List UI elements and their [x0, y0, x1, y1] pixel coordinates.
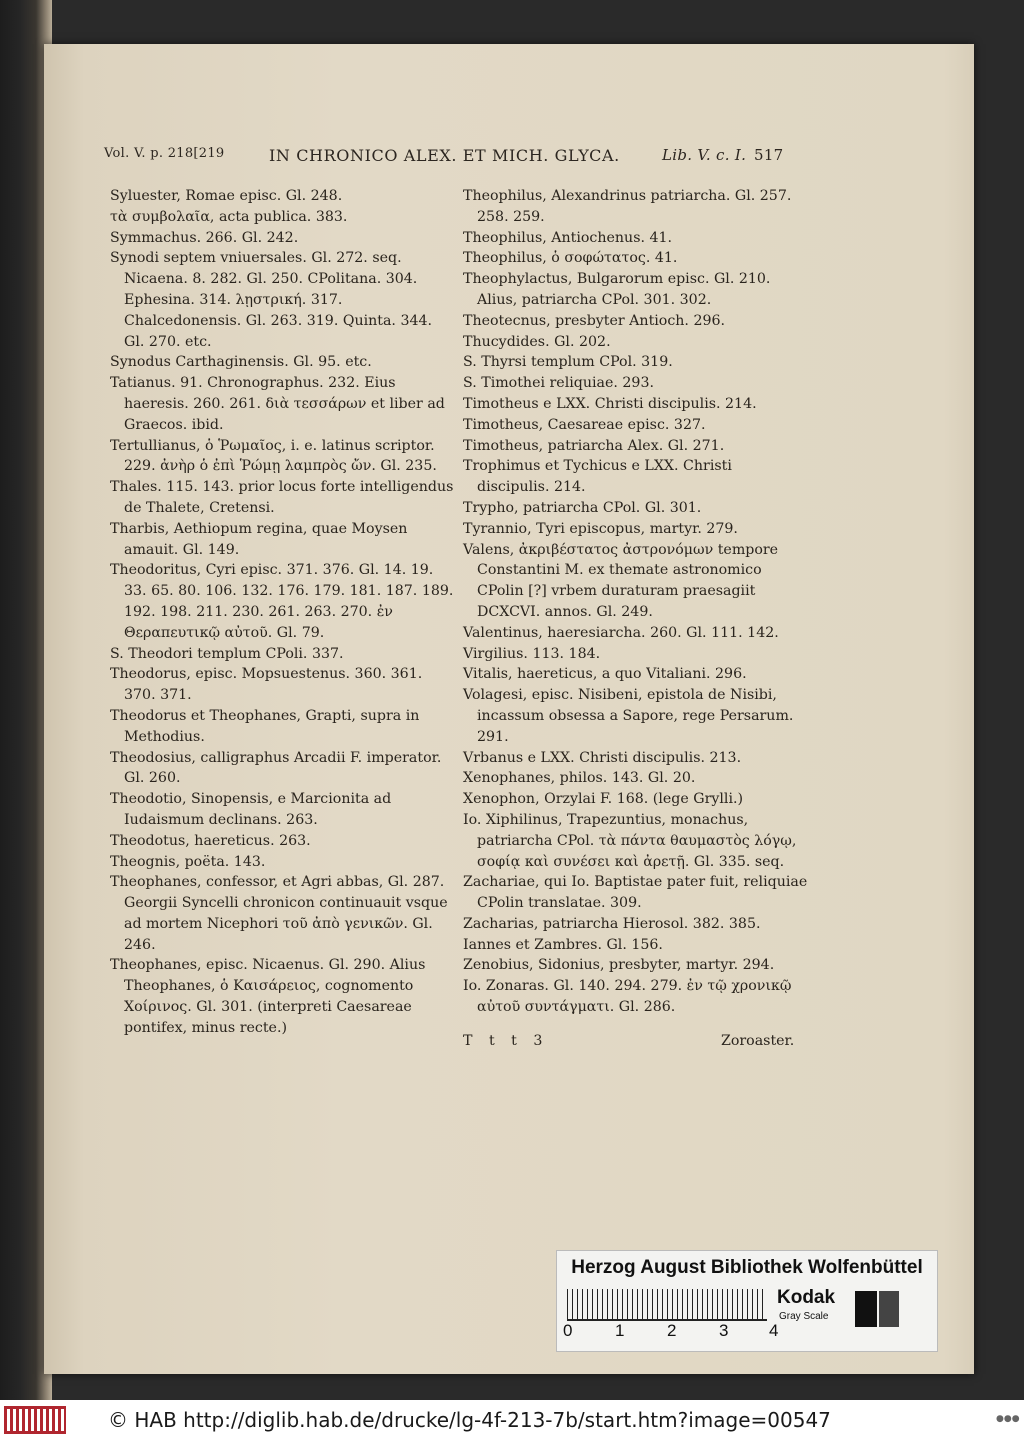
- index-entry: Synodi septem vniuersales. Gl. 272. seq. Nicaena. 8. 282. Gl. 250. CPolitana. 304. Ephesina. 314. λῃστρική. 317. Chalcedonensis. Gl. 263. 319. Quinta. 344. Gl. 270. etc.: [110, 250, 433, 350]
- index-entry: Xenophanes, philos. 143. Gl. 20.: [463, 770, 696, 787]
- footer-bar: [0, 1400, 1024, 1440]
- library-label: Herzog August Bibliothek Wolfenbüttel: [571, 1257, 923, 1278]
- scale-number: 3: [719, 1321, 729, 1340]
- index-entry: Timotheus, patriarcha Alex. Gl. 271.: [463, 437, 725, 454]
- signature-mark: T t t 3: [463, 1033, 549, 1049]
- index-entry: Tertullianus, ὁ Ῥωμαῖος, i. e. latinus scriptor. 229. ἀνὴρ ὁ ἐπὶ Ῥώμῃ λαμπρὸς ὤν. Gl. 235.: [110, 437, 437, 475]
- index-entry: Theophylactus, Bulgarorum episc. Gl. 210. Alius, patriarcha CPol. 301. 302.: [463, 271, 771, 308]
- gray-scale-label: Gray Scale: [779, 1311, 829, 1322]
- index-entry: Theophanes, episc. Nicaenus. Gl. 290. Alius Theophanes, ὁ Καισάρειος, cognomento Χοίρινος. Gl. 301. (interpreti Caesareae pontifex, minus recte.): [110, 957, 426, 1036]
- index-entry: Theodorus, episc. Mopsuestenus. 360. 361. 370. 371.: [110, 666, 423, 704]
- gray-swatch-black: [855, 1291, 877, 1327]
- index-entry: Theotecnus, presbyter Antioch. 296.: [463, 312, 726, 329]
- index-entry: Theognis, poëta. 143.: [110, 853, 266, 870]
- scale-number: 1: [615, 1321, 625, 1340]
- index-entry: Vitalis, haereticus, a quo Vitaliani. 296.: [463, 666, 747, 683]
- index-entry: Theodorus et Theophanes, Grapti, supra in Methodius.: [110, 707, 420, 745]
- index-entry: Timotheus e LXX. Christi discipulis. 214.: [463, 395, 757, 412]
- index-entry: Zacharias, patriarcha Hierosol. 382. 385.: [463, 915, 761, 932]
- index-entry: Tyrannio, Tyri episcopus, martyr. 279.: [463, 520, 738, 537]
- catchword: Zoroaster.: [721, 1033, 795, 1049]
- index-entry: Theodoritus, Cyri episc. 371. 376. Gl. 14. 19. 33. 65. 80. 106. 132. 176. 179. 181. 187. 189. 192. 198. 211. 230. 261. 263. 270. ἐν Θεραπευτικῷ αὐτοῦ. Gl. 79.: [110, 562, 454, 641]
- index-entry: Trypho, patriarcha CPol. Gl. 301.: [463, 499, 702, 516]
- index-entry: Iannes et Zambres. Gl. 156.: [463, 936, 663, 953]
- index-entry: Thucydides. Gl. 202.: [463, 333, 611, 350]
- scale-number: 2: [667, 1321, 677, 1340]
- index-entry: S. Theodori templum CPoli. 337.: [110, 645, 344, 662]
- index-entry: Xenophon, Orzylai F. 168. (lege Grylli.): [463, 791, 744, 808]
- index-entry: Vrbanus e LXX. Christi discipulis. 213.: [463, 749, 742, 766]
- header-book-ref: Lib. V. c. I.: [662, 146, 747, 164]
- index-entry: Theophilus, ὁ σοφώτατος. 41.: [463, 250, 678, 267]
- page-number: 517: [754, 146, 784, 164]
- scale-number: 4: [769, 1321, 779, 1340]
- index-entry: Theophanes, confessor, et Agri abbas, Gl. 287. Georgii Syncelli chronicon continuauit vsque ad mortem Nicephori τοῦ ἀπὸ γενικῶν. Gl. 246.: [110, 874, 448, 953]
- footer-credit-link[interactable]: © HAB http://diglib.hab.de/drucke/lg-4f-213-7b/start.htm?image=00547: [108, 1408, 831, 1432]
- index-entry: Volagesi, episc. Nisibeni, epistola de Nisibi, incassum obsessa a Sapore, rege Persarum. 291.: [463, 687, 794, 745]
- index-entry: Io. Zonaras. Gl. 140. 294. 279. ἐν τῷ χρονικῷ αὐτοῦ συντάγματι. Gl. 286.: [463, 978, 792, 1016]
- scale-numbers: [563, 1321, 783, 1343]
- index-entry: Tatianus. 91. Chronographus. 232. Eius haeresis. 260. 261. διὰ τεσσάρων et liber ad Graecos. ibid.: [110, 375, 445, 433]
- index-entry: Theophilus, Alexandrinus patriarcha. Gl. 257. 258. 259.: [463, 188, 792, 225]
- index-entry: Virgilius. 113. 184.: [463, 645, 601, 662]
- header-title: IN CHRONICO ALEX. ET MICH. GLYCA.: [269, 146, 620, 165]
- scale-number: 0: [563, 1321, 573, 1340]
- gray-swatch-dark: [879, 1291, 899, 1327]
- index-entry: Trophimus et Tychicus e LXX. Christi discipulis. 214.: [463, 458, 732, 496]
- index-entry: Theophilus, Antiochenus. 41.: [463, 229, 673, 246]
- color-calibration-bar: [556, 1250, 938, 1352]
- index-entry: Theodosius, calligraphus Arcadii F. imperator. Gl. 260.: [110, 749, 442, 787]
- index-entry: Theodotus, haereticus. 263.: [110, 832, 311, 849]
- index-entry: S. Timothei reliquiae. 293.: [463, 375, 654, 392]
- index-entry: Valens, ἀκριβέστατος ἀστρονόμων tempore Constantini M. ex themate astronomico CPolin [?] vrbem duraturam praesagiit DCXCVI. annos. Gl. 249.: [463, 541, 779, 620]
- index-column-right: [463, 186, 808, 1018]
- index-entry: Io. Xiphilinus, Trapezuntius, monachus, patriarcha CPol. τὰ πάντα θαυμαστὸς λόγῳ, σοφίᾳ καὶ συνέσει καὶ ἀρετῇ. Gl. 335. seq.: [463, 811, 797, 870]
- index-entry: Tharbis, Aethiopum regina, quae Moysen amauit. Gl. 149.: [110, 520, 408, 558]
- index-entry: Zenobius, Sidonius, presbyter, martyr. 294.: [463, 957, 775, 974]
- hab-logo-icon: [4, 1406, 66, 1434]
- running-header: [104, 146, 804, 172]
- index-entry: Theodotio, Sinopensis, e Marcionita ad Iudaismum declinans. 263.: [110, 791, 392, 828]
- index-entry: Valentinus, haeresiarcha. 260. Gl. 111. 142.: [463, 624, 779, 641]
- index-column-left: [110, 186, 455, 1039]
- index-entry: τὰ συμβολαῖα, acta publica. 383.: [110, 208, 348, 225]
- kodak-logo: Kodak: [777, 1287, 836, 1308]
- header-volume-ref: Vol. V. p. 218[219: [104, 146, 225, 161]
- scale-ruler: [567, 1289, 767, 1321]
- index-entry: Synodus Carthaginensis. Gl. 95. etc.: [110, 354, 372, 371]
- index-entry: Zachariae, qui Io. Baptistae pater fuit, reliquiae CPolin translatae. 309.: [463, 874, 808, 912]
- index-entry: Symmachus. 266. Gl. 242.: [110, 229, 299, 246]
- index-entry: Syluester, Romae episc. Gl. 248.: [110, 188, 343, 204]
- index-entry: S. Thyrsi templum CPol. 319.: [463, 354, 673, 371]
- index-entry: Thales. 115. 143. prior locus forte intelligendus de Thalete, Cretensi.: [110, 479, 454, 516]
- menu-dots-icon[interactable]: ●●●: [996, 1414, 1020, 1424]
- index-entry: Timotheus, Caesareae episc. 327.: [463, 416, 706, 433]
